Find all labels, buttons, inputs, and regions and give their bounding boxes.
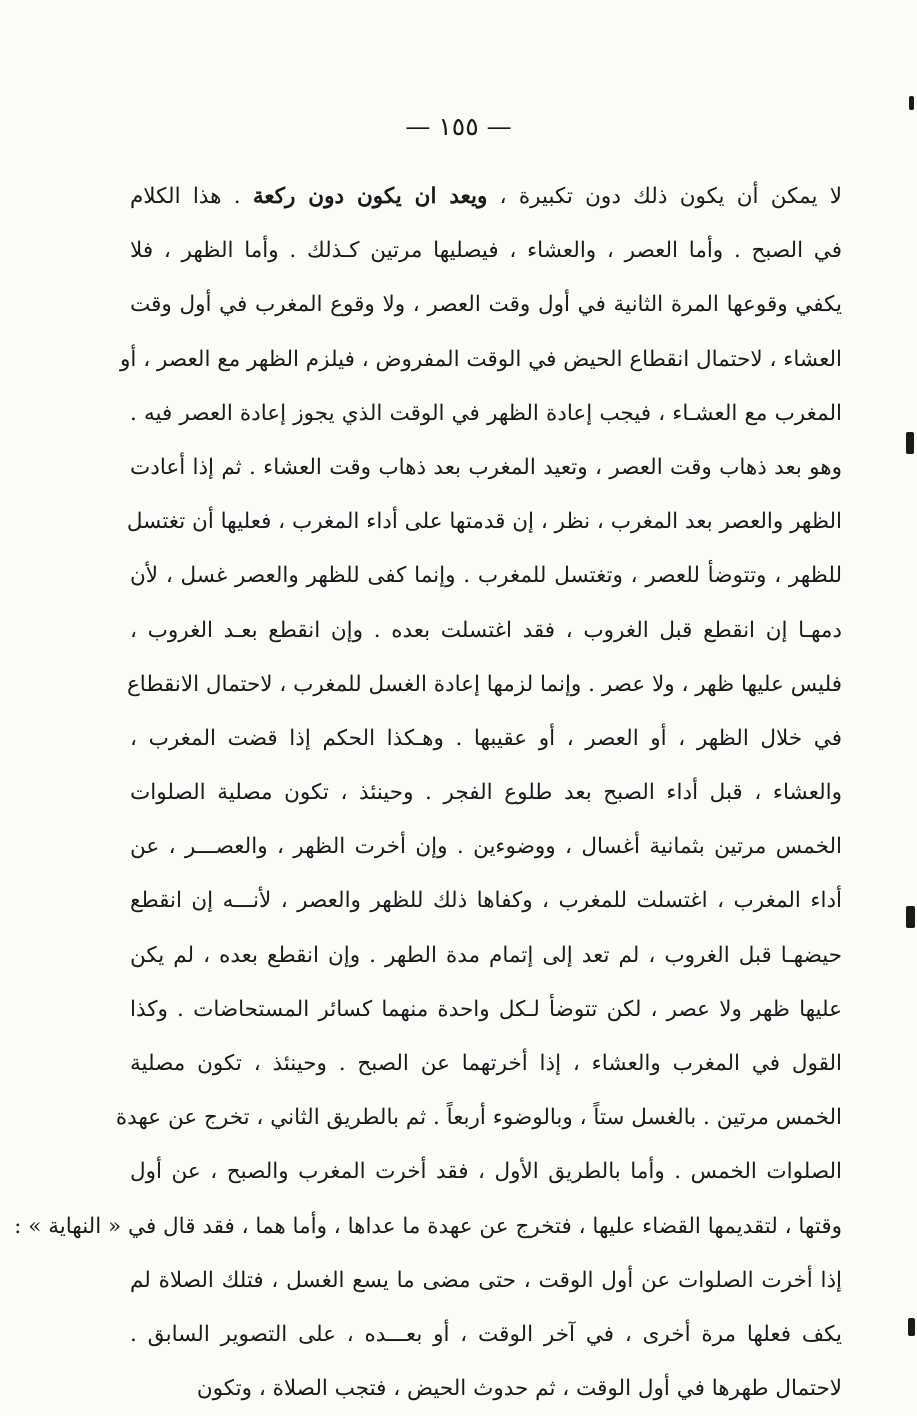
text-line: المغرب مع العشـاء ، فيجب إعادة الظهر في الوقت الذي يجوز إعادة العصر فيه .	[130, 400, 842, 426]
text-line: العشاء ، لاحتمال انقطاع الحيض في الوقت المفروض ، فيلزم الظهر مع العصر ، أو	[120, 346, 842, 372]
text-line: الخمس مرتين بثمانية أغسال ، ووضوءين . وإن أخرت الظهر ، والعصـــر ، عن	[130, 834, 842, 860]
text-line: لا يمكن أن يكون ذلك دون تكبيرة ، ويعد ان يكون دون ركعة . هذا الكلام	[130, 184, 842, 209]
text-line: لاحتمال طهرها في أول الوقت ، ثم حدوث الحيض ، فتجب الصلاة ، وتكون	[196, 1376, 842, 1402]
text-line: في الصبح . وأما العصر ، والعشاء ، فيصليها مرتين كـذلك . وأما الظهر ، فلا	[130, 238, 842, 264]
text-line: وهو بعد ذهاب وقت العصر ، وتعيد المغرب بعد ذهاب وقت العشاء . ثم إذا أعادت	[130, 454, 842, 480]
text-line: يكفي وقوعها المرة الثانية في أول وقت العصر ، ولا وقوع المغرب في أول وقت	[130, 292, 842, 318]
text-line: فليس عليها ظهر ، ولا عصر . وإنما لزمها إعادة الغسل للمغرب ، لاحتمال الانقطاع	[126, 671, 842, 697]
text-line: دمهـا إن انقطع قبل الغروب ، فقد اغتسلت بعده . وإن انقطع بعـد الغروب ،	[130, 617, 842, 643]
text-line: والعشاء ، قبل أداء الصبح بعد طلوع الفجر . وحينئذ ، تكون مصلية الصلوات	[130, 780, 842, 806]
text-line: الصلوات الخمس . وأما بالطريق الأول ، فقد أخرت المغرب والصبح ، عن أول	[130, 1159, 842, 1185]
text-line: أداء المغرب ، اغتسلت للمغرب ، وكفاها ذلك للظهر والعصر ، لأنـــه إن انقطع	[130, 888, 842, 914]
page-number: — ١٥٥ —	[405, 112, 512, 141]
margin-mark	[906, 432, 914, 454]
text-line: في خلال الظهر ، أو العصر ، أو عقيبها . وهـكذا الحكم إذا قضت المغرب ،	[130, 725, 842, 751]
bold-phrase: ويعد ان يكون دون ركعة	[252, 184, 488, 209]
text-line: وقتها ، لتقديمها القضاء عليها ، فتخرج عن عهدة ما عداها ، وأما هما ، فقد قال في « النهاية » :	[14, 1213, 842, 1239]
text-line: يكف فعلها مرة أخرى ، في آخر الوقت ، أو بعـــده ، على التصوير السابق .	[130, 1321, 842, 1347]
text-line: حيضهـا قبل الغروب ، لم تعد إلى إتمام مدة الطهر . وإن انقطع بعده ، لم يكن	[130, 942, 842, 968]
text-line: للظهر ، وتتوضأ للعصر ، وتغتسل للمغرب . وإنما كفى للظهر والعصر غسل ، لأن	[130, 563, 842, 589]
text-line: عليها ظهر ولا عصر ، لكن تتوضأ لـكل واحدة منهما كسائر المستحاضات . وكذا	[130, 996, 842, 1022]
text-line: إذا أخرت الصلوات عن أول الوقت ، حتى مضى ما يسع الغسل ، فتلك الصلاة لم	[130, 1267, 842, 1293]
margin-mark	[906, 906, 915, 928]
margin-mark	[908, 1318, 915, 1336]
text-line: الخمس مرتين . بالغسل ستاً ، وبالوضوء أربعاً . ثم بالطريق الثاني ، تخرج عن عهدة	[115, 1105, 842, 1131]
text-line: الظهر والعصر بعد المغرب ، نظر ، إن قدمتها على أداء المغرب ، فعليها أن تغتسل	[126, 509, 842, 535]
margin-mark	[909, 96, 914, 110]
text-line: القول في المغرب والعشاء ، إذا أخرتهما عن الصبح . وحينئذ ، تكون مصلية	[130, 1051, 842, 1076]
body-text	[14, 170, 842, 1416]
